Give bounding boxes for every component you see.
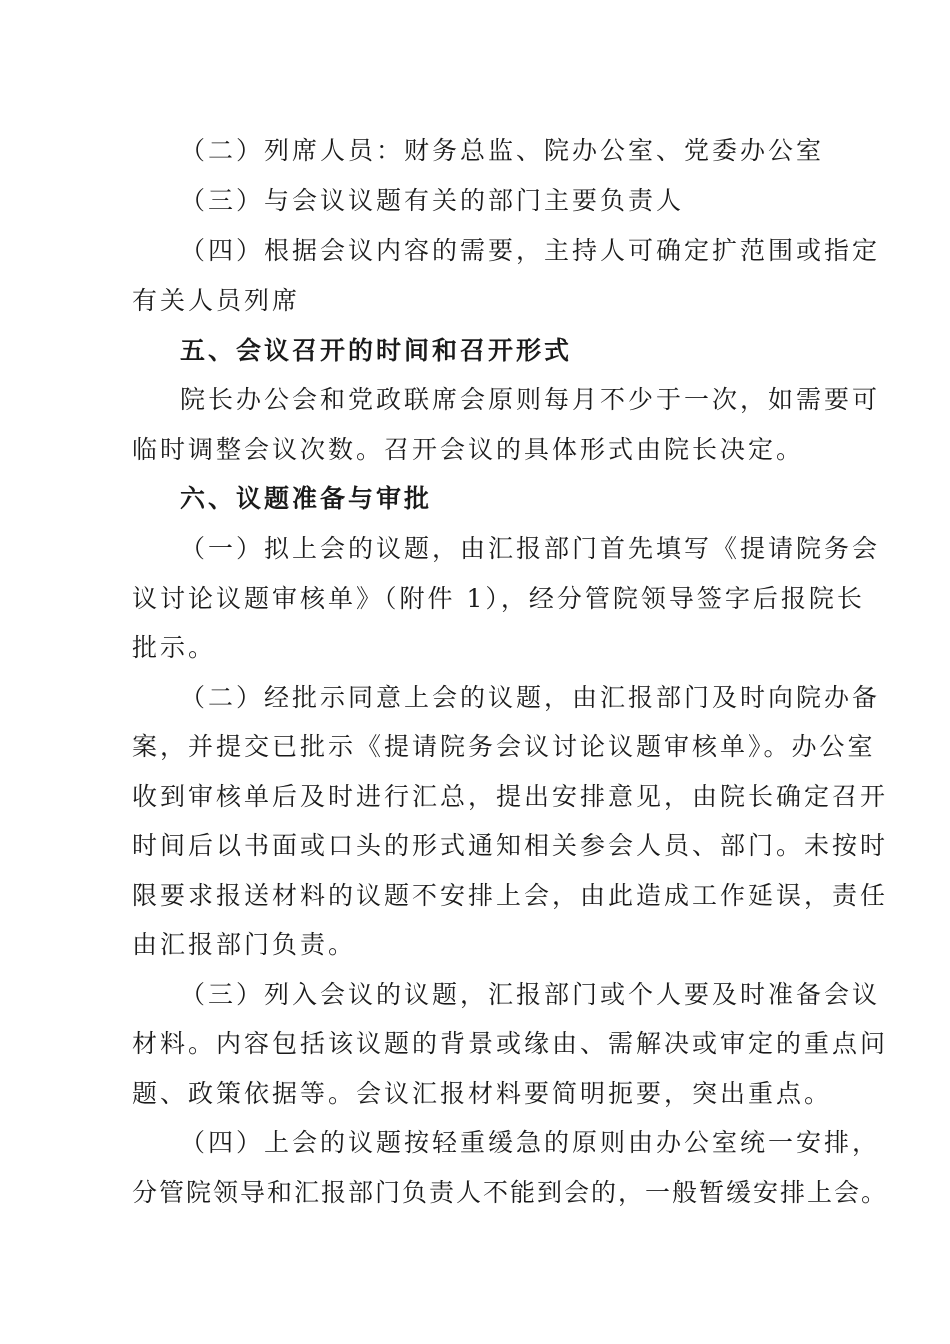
paragraph-line: 收到审核单后及时进行汇总，提出安排意见，由院长确定召开	[132, 782, 889, 811]
paragraph-line: 限要求报送材料的议题不安排上会，由此造成工作延误，责任	[132, 881, 889, 910]
paragraph-line: 时间后以书面或口头的形式通知相关参会人员、部门。未按时	[132, 831, 889, 860]
section-heading: 六、议题准备与审批	[180, 484, 433, 513]
paragraph-line: 案，并提交已批示《提请院务会议讨论议题审核单》。办公室	[132, 732, 876, 761]
paragraph-line: （三）列入会议的议题，汇报部门或个人要及时准备会议	[180, 980, 881, 1009]
paragraph-line: （四）根据会议内容的需要，主持人可确定扩范围或指定	[180, 236, 881, 265]
paragraph-line: 由汇报部门负责。	[132, 930, 357, 959]
paragraph-line: （二）列席人员：财务总监、院办公室、党委办公室	[180, 136, 825, 165]
paragraph-line: （一）拟上会的议题，由汇报部门首先填写《提请院务会	[180, 534, 881, 563]
paragraph-line: 有关人员列席	[132, 286, 301, 315]
paragraph-line: 院长办公会和党政联席会原则每月不少于一次，如需要可	[180, 385, 881, 414]
paragraph-line: （四）上会的议题按轻重缓急的原则由办公室统一安排，	[180, 1128, 881, 1157]
paragraph-line: 材料。内容包括该议题的背景或缘由、需解决或审定的重点问	[132, 1029, 889, 1058]
section-heading: 五、会议召开的时间和召开形式	[180, 336, 573, 365]
paragraph-line: 批示。	[132, 633, 217, 662]
paragraph-line: 分管院领导和汇报部门负责人不能到会的，一般暂缓安排上会。	[132, 1178, 889, 1207]
paragraph-line: （二）经批示同意上会的议题，由汇报部门及时向院办备	[180, 683, 881, 712]
paragraph-line: 题、政策依据等。会议汇报材料要简明扼要，突出重点。	[132, 1079, 833, 1108]
paragraph-line: 临时调整会议次数。召开会议的具体形式由院长决定。	[132, 435, 805, 464]
paragraph-line: （三）与会议议题有关的部门主要负责人	[180, 186, 685, 215]
paragraph-line: 议讨论议题审核单》（附件 1），经分管院领导签字后报院长	[132, 584, 865, 613]
